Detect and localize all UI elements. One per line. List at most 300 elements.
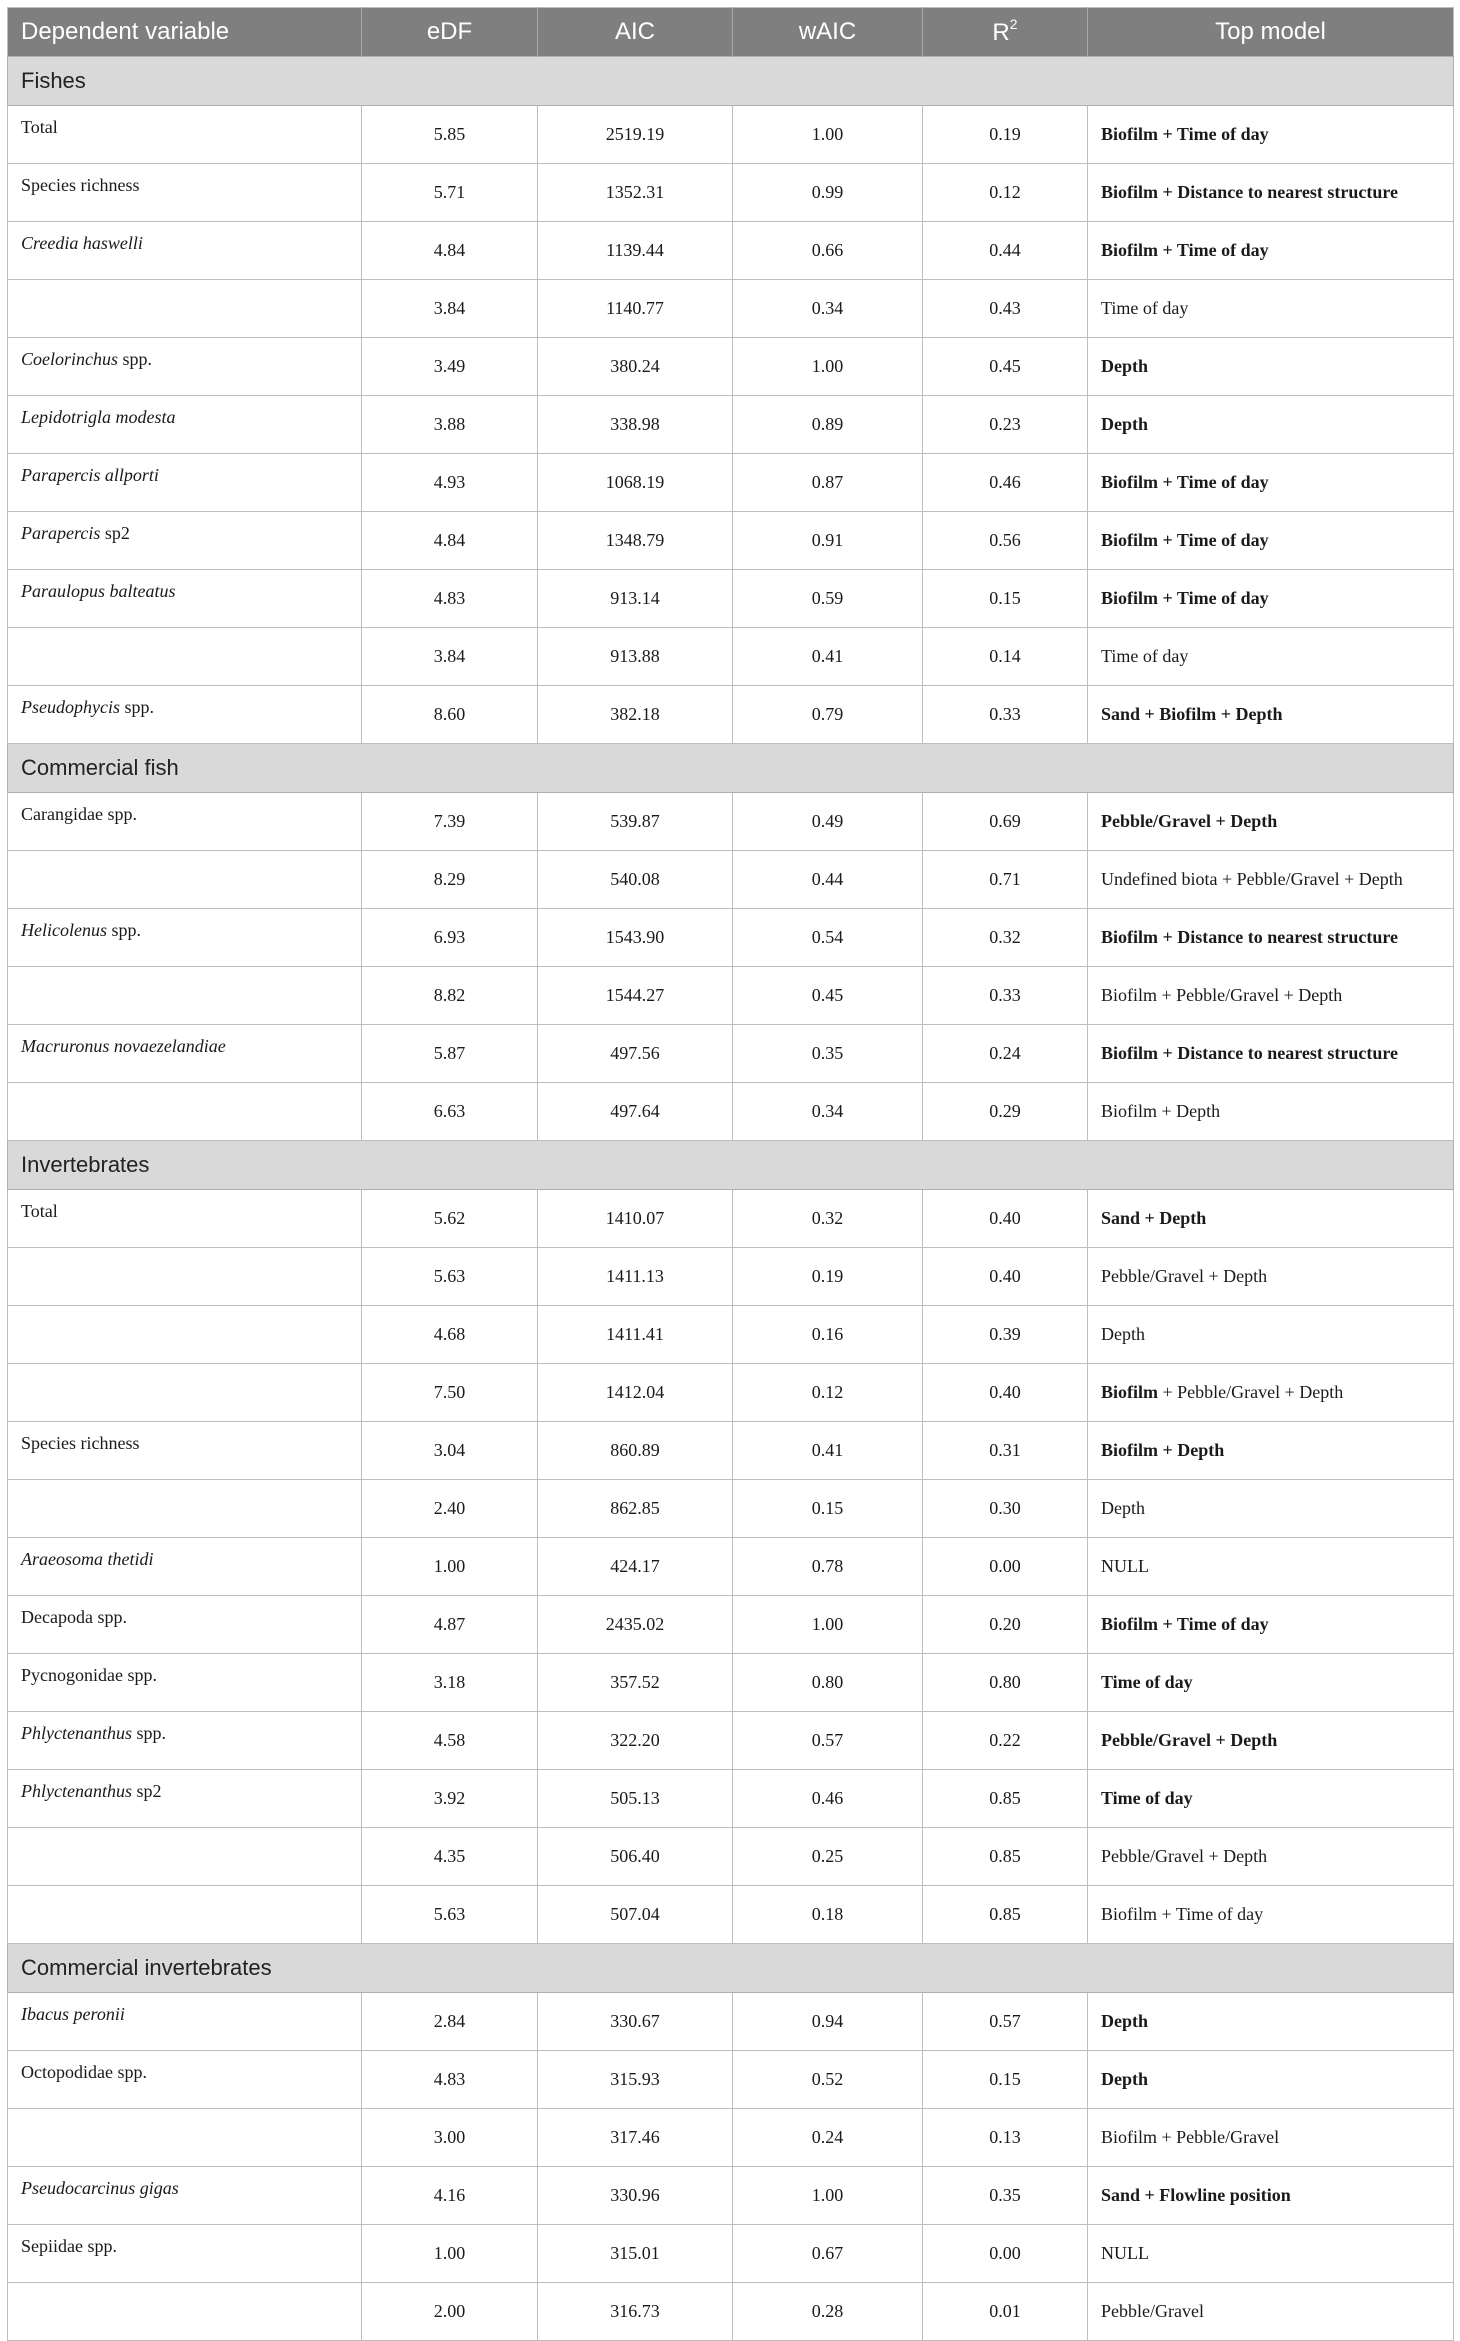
top-model-segment: Depth: [1101, 2011, 1149, 2031]
cell-aic: 1140.77: [538, 280, 733, 338]
cell-top-model: [1088, 338, 1454, 396]
top-model-segment: Biofilm + Depth: [1101, 1440, 1225, 1460]
cell-aic: 860.89: [538, 1422, 733, 1480]
cell-waic: 0.91: [733, 512, 923, 570]
group-row: [8, 1141, 1454, 1190]
cell-waic: 1.00: [733, 106, 923, 164]
cell-edf: 4.16: [362, 2167, 538, 2225]
cell-waic: 0.94: [733, 1993, 923, 2051]
cell-dependent-variable: [8, 2051, 362, 2109]
cell-top-model: [1088, 2167, 1454, 2225]
cell-top-model: [1088, 454, 1454, 512]
top-model-segment: Time of day: [1101, 646, 1189, 666]
cell-top-model: [1088, 1422, 1454, 1480]
top-model-segment: Sand + Biofilm + Depth: [1101, 704, 1283, 724]
table-row: [8, 1712, 1454, 1770]
top-model-segment: + Pebble/Gravel + Depth: [1158, 1382, 1344, 1402]
cell-edf: 1.00: [362, 1538, 538, 1596]
cell-r2: 0.85: [923, 1828, 1088, 1886]
group-row: [8, 1944, 1454, 1993]
cell-r2: 0.71: [923, 851, 1088, 909]
cell-edf: 2.00: [362, 2283, 538, 2341]
table-row: [8, 628, 1454, 686]
cell-dependent-variable: [8, 1654, 362, 1712]
cell-dependent-variable: [8, 396, 362, 454]
cell-r2: 0.15: [923, 2051, 1088, 2109]
cell-waic: 0.18: [733, 1886, 923, 1944]
top-model-segment: Biofilm + Time of day: [1101, 472, 1269, 492]
top-model-segment: Time of day: [1101, 1672, 1193, 1692]
cell-waic: 0.46: [733, 1770, 923, 1828]
cell-dependent-variable: [8, 1596, 362, 1654]
cell-waic: 0.59: [733, 570, 923, 628]
top-model-segment: Depth: [1101, 1498, 1145, 1518]
cell-edf: 4.68: [362, 1306, 538, 1364]
cell-waic: 0.34: [733, 280, 923, 338]
cell-aic: 1352.31: [538, 164, 733, 222]
dependent-variable-suffix: spp.: [106, 920, 141, 940]
cell-waic: 0.19: [733, 1248, 923, 1306]
cell-aic: 1139.44: [538, 222, 733, 280]
cell-r2: 0.57: [923, 1993, 1088, 2051]
cell-edf: 5.85: [362, 106, 538, 164]
cell-aic: 497.56: [538, 1025, 733, 1083]
cell-top-model: [1088, 512, 1454, 570]
cell-aic: 1348.79: [538, 512, 733, 570]
r2-label: R: [992, 18, 1010, 46]
table-row: [8, 1770, 1454, 1828]
top-model-segment: Time of day: [1101, 298, 1189, 318]
table-row: [8, 1654, 1454, 1712]
top-model-segment: Biofilm: [1101, 1382, 1158, 1402]
dependent-variable-name: Paraulopus balteatus: [21, 581, 176, 601]
cell-top-model: [1088, 280, 1454, 338]
group-title: Invertebrates: [8, 1141, 1454, 1190]
group-row: [8, 744, 1454, 793]
cell-r2: 0.40: [923, 1190, 1088, 1248]
cell-waic: 1.00: [733, 1596, 923, 1654]
cell-r2: 0.33: [923, 686, 1088, 744]
cell-dependent-variable: [8, 164, 362, 222]
cell-aic: 913.14: [538, 570, 733, 628]
cell-top-model: [1088, 570, 1454, 628]
table-row: [8, 686, 1454, 744]
top-model-segment: Biofilm + Distance to nearest structure: [1101, 182, 1399, 202]
cell-r2: 0.23: [923, 396, 1088, 454]
cell-dependent-variable: [8, 1083, 362, 1141]
cell-edf: 4.87: [362, 1596, 538, 1654]
cell-aic: 357.52: [538, 1654, 733, 1712]
cell-r2: 0.45: [923, 338, 1088, 396]
cell-top-model: [1088, 909, 1454, 967]
cell-top-model: [1088, 1364, 1454, 1422]
table-header: [8, 8, 1454, 57]
cell-r2: 0.31: [923, 1422, 1088, 1480]
cell-edf: 4.35: [362, 1828, 538, 1886]
cell-aic: 507.04: [538, 1886, 733, 1944]
cell-top-model: [1088, 2051, 1454, 2109]
cell-top-model: [1088, 686, 1454, 744]
cell-edf: 8.60: [362, 686, 538, 744]
cell-aic: 322.20: [538, 1712, 733, 1770]
cell-aic: 2519.19: [538, 106, 733, 164]
cell-dependent-variable: [8, 851, 362, 909]
table-row: [8, 1828, 1454, 1886]
cell-r2: 0.15: [923, 570, 1088, 628]
cell-top-model: [1088, 1248, 1454, 1306]
cell-aic: 380.24: [538, 338, 733, 396]
table-row: [8, 512, 1454, 570]
col-header-waic: wAIC: [733, 8, 923, 57]
dependent-variable-name: Carangidae spp.: [21, 804, 137, 824]
table-row: [8, 2283, 1454, 2341]
group-title: Fishes: [8, 57, 1454, 106]
top-model-segment: Biofilm + Time of day: [1101, 588, 1269, 608]
cell-edf: 4.58: [362, 1712, 538, 1770]
cell-dependent-variable: [8, 1770, 362, 1828]
cell-r2: 0.32: [923, 909, 1088, 967]
dependent-variable-name: Ibacus peronii: [21, 2004, 125, 2024]
cell-top-model: [1088, 1712, 1454, 1770]
cell-waic: 0.28: [733, 2283, 923, 2341]
cell-dependent-variable: [8, 1364, 362, 1422]
cell-r2: 0.40: [923, 1248, 1088, 1306]
dependent-variable-suffix: spp.: [119, 697, 154, 717]
col-header-aic: AIC: [538, 8, 733, 57]
cell-dependent-variable: [8, 1306, 362, 1364]
cell-r2: 0.85: [923, 1770, 1088, 1828]
cell-top-model: [1088, 1828, 1454, 1886]
top-model-segment: Depth: [1101, 414, 1149, 434]
cell-dependent-variable: [8, 628, 362, 686]
cell-edf: 6.63: [362, 1083, 538, 1141]
cell-top-model: [1088, 1654, 1454, 1712]
cell-waic: 0.57: [733, 1712, 923, 1770]
cell-top-model: [1088, 396, 1454, 454]
dependent-variable-suffix: spp.: [131, 1723, 166, 1743]
table-row: [8, 909, 1454, 967]
cell-top-model: [1088, 1025, 1454, 1083]
cell-waic: 0.44: [733, 851, 923, 909]
table-row: [8, 1306, 1454, 1364]
cell-dependent-variable: [8, 1828, 362, 1886]
cell-r2: 0.22: [923, 1712, 1088, 1770]
dependent-variable-name: Parapercis allporti: [21, 465, 159, 485]
cell-dependent-variable: [8, 2283, 362, 2341]
cell-top-model: [1088, 1596, 1454, 1654]
top-model-segment: NULL: [1101, 2243, 1149, 2263]
cell-dependent-variable: [8, 1480, 362, 1538]
cell-dependent-variable: [8, 2109, 362, 2167]
table-row: [8, 164, 1454, 222]
cell-dependent-variable: [8, 1538, 362, 1596]
dependent-variable-name: Araeosoma thetidi: [21, 1549, 154, 1569]
cell-aic: 1544.27: [538, 967, 733, 1025]
cell-edf: 3.49: [362, 338, 538, 396]
cell-r2: 0.85: [923, 1886, 1088, 1944]
table-row: [8, 2109, 1454, 2167]
cell-r2: 0.30: [923, 1480, 1088, 1538]
table-row: [8, 222, 1454, 280]
cell-top-model: [1088, 2109, 1454, 2167]
cell-aic: 330.67: [538, 1993, 733, 2051]
top-model-segment: Time of day: [1101, 1788, 1193, 1808]
cell-edf: 5.71: [362, 164, 538, 222]
cell-aic: 1411.13: [538, 1248, 733, 1306]
cell-edf: 2.40: [362, 1480, 538, 1538]
cell-edf: 4.83: [362, 570, 538, 628]
cell-dependent-variable: [8, 454, 362, 512]
dependent-variable-name: Decapoda spp.: [21, 1607, 127, 1627]
table-row: [8, 967, 1454, 1025]
cell-aic: 862.85: [538, 1480, 733, 1538]
top-model-segment: Biofilm + Distance to nearest structure: [1101, 927, 1399, 947]
dependent-variable-name: Total: [21, 1201, 58, 1221]
col-header-r2: [923, 8, 1088, 57]
top-model-segment: Biofilm + Time of day: [1101, 240, 1269, 260]
cell-aic: 1411.41: [538, 1306, 733, 1364]
cell-aic: 338.98: [538, 396, 733, 454]
cell-r2: 0.43: [923, 280, 1088, 338]
table-row: [8, 1190, 1454, 1248]
table-row: [8, 1538, 1454, 1596]
cell-aic: 1412.04: [538, 1364, 733, 1422]
cell-r2: 0.56: [923, 512, 1088, 570]
cell-dependent-variable: [8, 1422, 362, 1480]
cell-waic: 0.45: [733, 967, 923, 1025]
cell-waic: 0.16: [733, 1306, 923, 1364]
table-row: [8, 1248, 1454, 1306]
cell-top-model: [1088, 1993, 1454, 2051]
top-model-segment: Biofilm + Time of day: [1101, 124, 1269, 144]
cell-edf: 3.92: [362, 1770, 538, 1828]
cell-edf: 8.29: [362, 851, 538, 909]
table-row: [8, 1083, 1454, 1141]
cell-dependent-variable: [8, 909, 362, 967]
cell-dependent-variable: [8, 106, 362, 164]
cell-aic: 316.73: [538, 2283, 733, 2341]
cell-edf: 7.39: [362, 793, 538, 851]
table-row: [8, 851, 1454, 909]
cell-edf: 3.18: [362, 1654, 538, 1712]
dependent-variable-name: Pseudocarcinus gigas: [21, 2178, 179, 2198]
cell-dependent-variable: [8, 570, 362, 628]
cell-r2: 0.46: [923, 454, 1088, 512]
cell-dependent-variable: [8, 1248, 362, 1306]
dependent-variable-name: Pseudophycis: [21, 697, 120, 717]
cell-aic: 424.17: [538, 1538, 733, 1596]
cell-waic: 0.54: [733, 909, 923, 967]
cell-edf: 4.93: [362, 454, 538, 512]
header-row: [8, 8, 1454, 57]
cell-edf: 4.84: [362, 222, 538, 280]
top-model-segment: Depth: [1101, 2069, 1149, 2089]
top-model-segment: Biofilm + Pebble/Gravel: [1101, 2127, 1280, 2147]
table-row: [8, 793, 1454, 851]
cell-dependent-variable: [8, 1712, 362, 1770]
cell-dependent-variable: [8, 280, 362, 338]
cell-aic: 330.96: [538, 2167, 733, 2225]
top-model-segment: Biofilm + Time of day: [1101, 530, 1269, 550]
top-model-segment: Biofilm + Time of day: [1101, 1904, 1264, 1924]
dependent-variable-name: Species richness: [21, 175, 140, 195]
table-row: [8, 2051, 1454, 2109]
table-row: [8, 2225, 1454, 2283]
cell-top-model: [1088, 1190, 1454, 1248]
dependent-variable-name: Phlyctenanthus: [21, 1781, 132, 1801]
top-model-segment: Pebble/Gravel: [1101, 2301, 1204, 2321]
top-model-segment: Sand + Flowline position: [1101, 2185, 1291, 2205]
table-row: [8, 1480, 1454, 1538]
cell-aic: 1410.07: [538, 1190, 733, 1248]
cell-edf: 5.62: [362, 1190, 538, 1248]
model-selection-table: [7, 7, 1454, 2341]
cell-top-model: [1088, 1480, 1454, 1538]
cell-top-model: [1088, 1306, 1454, 1364]
group-title: Commercial fish: [8, 744, 1454, 793]
cell-edf: 5.63: [362, 1886, 538, 1944]
r2-superscript: 2: [1009, 15, 1018, 32]
col-header-edf: eDF: [362, 8, 538, 57]
dependent-variable-name: Creedia haswelli: [21, 233, 143, 253]
top-model-segment: Depth: [1101, 1324, 1145, 1344]
dependent-variable-name: Lepidotrigla modesta: [21, 407, 176, 427]
cell-dependent-variable: [8, 967, 362, 1025]
dependent-variable-suffix: sp2: [131, 1781, 162, 1801]
cell-waic: 0.66: [733, 222, 923, 280]
cell-top-model: [1088, 2225, 1454, 2283]
cell-r2: 0.80: [923, 1654, 1088, 1712]
dependent-variable-name: Helicolenus: [21, 920, 107, 940]
table-row: [8, 1993, 1454, 2051]
cell-dependent-variable: [8, 338, 362, 396]
top-model-segment: Biofilm + Depth: [1101, 1101, 1221, 1121]
cell-waic: 0.34: [733, 1083, 923, 1141]
results-table-container: [7, 7, 1453, 2341]
table-row: [8, 454, 1454, 512]
cell-aic: 913.88: [538, 628, 733, 686]
table-row: [8, 1364, 1454, 1422]
table-row: [8, 1422, 1454, 1480]
cell-top-model: [1088, 967, 1454, 1025]
cell-edf: 5.87: [362, 1025, 538, 1083]
cell-dependent-variable: [8, 2225, 362, 2283]
cell-waic: 0.35: [733, 1025, 923, 1083]
dependent-variable-name: Sepiidae spp.: [21, 2236, 117, 2256]
cell-dependent-variable: [8, 793, 362, 851]
cell-edf: 3.84: [362, 628, 538, 686]
cell-r2: 0.14: [923, 628, 1088, 686]
cell-waic: 0.78: [733, 1538, 923, 1596]
cell-aic: 1068.19: [538, 454, 733, 512]
cell-r2: 0.44: [923, 222, 1088, 280]
cell-waic: 0.67: [733, 2225, 923, 2283]
cell-waic: 0.12: [733, 1364, 923, 1422]
cell-r2: 0.13: [923, 2109, 1088, 2167]
cell-waic: 1.00: [733, 2167, 923, 2225]
cell-aic: 1543.90: [538, 909, 733, 967]
cell-dependent-variable: [8, 1025, 362, 1083]
cell-top-model: [1088, 851, 1454, 909]
cell-r2: 0.20: [923, 1596, 1088, 1654]
top-model-segment: Pebble/Gravel + Depth: [1101, 1846, 1268, 1866]
cell-r2: 0.00: [923, 2225, 1088, 2283]
dependent-variable-name: Pycnogonidae spp.: [21, 1665, 157, 1685]
dependent-variable-name: Macruronus novaezelandiae: [21, 1036, 226, 1056]
cell-dependent-variable: [8, 686, 362, 744]
cell-top-model: [1088, 1886, 1454, 1944]
cell-aic: 506.40: [538, 1828, 733, 1886]
top-model-segment: Pebble/Gravel + Depth: [1101, 1730, 1278, 1750]
top-model-segment: Undefined biota + Pebble/Gravel + Depth: [1101, 869, 1403, 889]
cell-edf: 3.84: [362, 280, 538, 338]
dependent-variable-name: Total: [21, 117, 58, 137]
cell-r2: 0.40: [923, 1364, 1088, 1422]
table-row: [8, 2167, 1454, 2225]
cell-top-model: [1088, 628, 1454, 686]
cell-dependent-variable: [8, 1993, 362, 2051]
cell-dependent-variable: [8, 1190, 362, 1248]
cell-waic: 0.25: [733, 1828, 923, 1886]
table-row: [8, 106, 1454, 164]
cell-aic: 382.18: [538, 686, 733, 744]
cell-top-model: [1088, 222, 1454, 280]
cell-aic: 497.64: [538, 1083, 733, 1141]
cell-aic: 315.93: [538, 2051, 733, 2109]
dependent-variable-name: Coelorinchus: [21, 349, 118, 369]
cell-waic: 1.00: [733, 338, 923, 396]
col-header-top-model: Top model: [1088, 8, 1454, 57]
cell-top-model: [1088, 164, 1454, 222]
cell-waic: 0.41: [733, 1422, 923, 1480]
top-model-segment: Biofilm + Distance to nearest structure: [1101, 1043, 1399, 1063]
cell-waic: 0.49: [733, 793, 923, 851]
cell-waic: 0.89: [733, 396, 923, 454]
top-model-segment: Pebble/Gravel + Depth: [1101, 1266, 1268, 1286]
table-row: [8, 1025, 1454, 1083]
cell-edf: 4.84: [362, 512, 538, 570]
cell-edf: 7.50: [362, 1364, 538, 1422]
cell-top-model: [1088, 106, 1454, 164]
table-row: [8, 338, 1454, 396]
cell-r2: 0.12: [923, 164, 1088, 222]
top-model-segment: Biofilm + Pebble/Gravel + Depth: [1101, 985, 1343, 1005]
cell-dependent-variable: [8, 1886, 362, 1944]
cell-aic: 540.08: [538, 851, 733, 909]
dependent-variable-name: Parapercis: [21, 523, 101, 543]
cell-dependent-variable: [8, 2167, 362, 2225]
col-header-dependent-variable: Dependent variable: [8, 8, 362, 57]
cell-aic: 505.13: [538, 1770, 733, 1828]
cell-aic: 2435.02: [538, 1596, 733, 1654]
cell-r2: 0.39: [923, 1306, 1088, 1364]
dependent-variable-suffix: sp2: [100, 523, 130, 543]
cell-waic: 0.80: [733, 1654, 923, 1712]
cell-top-model: [1088, 1083, 1454, 1141]
dependent-variable-name: Octopodidae spp.: [21, 2062, 147, 2082]
cell-edf: 6.93: [362, 909, 538, 967]
cell-dependent-variable: [8, 222, 362, 280]
cell-r2: 0.33: [923, 967, 1088, 1025]
top-model-segment: Pebble/Gravel + Depth: [1101, 811, 1278, 831]
cell-top-model: [1088, 2283, 1454, 2341]
dependent-variable-name: Species richness: [21, 1433, 140, 1453]
cell-edf: 4.83: [362, 2051, 538, 2109]
cell-r2: 0.29: [923, 1083, 1088, 1141]
cell-top-model: [1088, 793, 1454, 851]
top-model-segment: Depth: [1101, 356, 1149, 376]
cell-waic: 0.41: [733, 628, 923, 686]
